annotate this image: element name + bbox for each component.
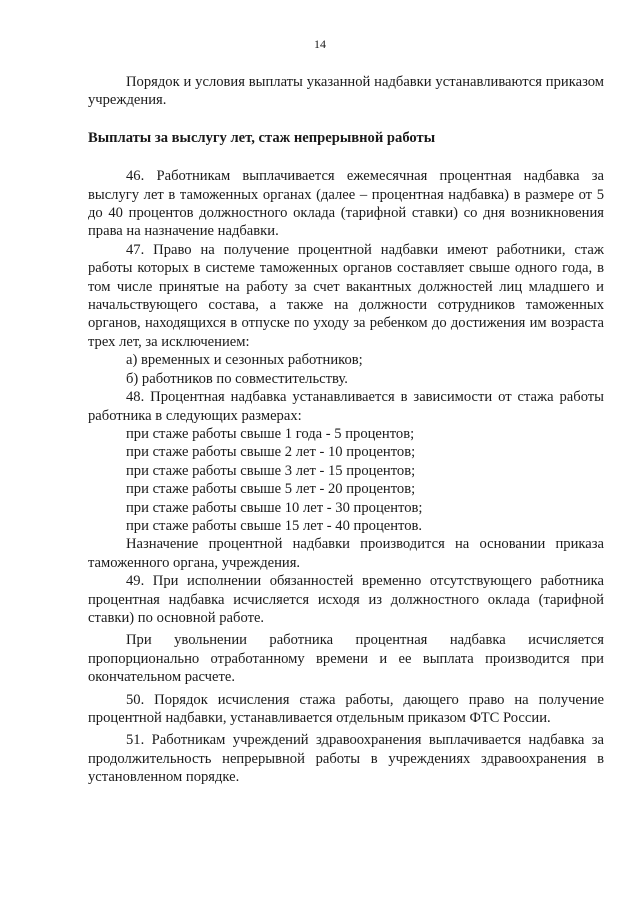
scale-item: при стаже работы свыше 1 года - 5 процентов;	[126, 425, 415, 442]
scale-item: при стаже работы свыше 15 лет - 40 процентов.	[126, 517, 423, 534]
scale-item: при стаже работы свыше 2 лет - 10 процентов;	[126, 444, 416, 461]
document-body	[88, 73, 604, 787]
page-number: 14	[314, 37, 326, 51]
paragraph-46: 46. Работникам выплачивается ежемесячная процентная надбавка за выслугу лет в таможенных органах (далее – процентная надбавка) в размере от 5 до 40 процентов должностного оклада (тарифной ставки) со дня возникновения права на назначение надбавки.	[88, 168, 604, 240]
paragraph-49-note: При увольнении работника процентная надбавка исчисляется пропорционально отработанному времени и ее выплата производится при окончательном расчете.	[88, 632, 604, 686]
paragraph-48-note: Назначение процентной надбавки производится на основании приказа таможенного органа, учреждения.	[88, 536, 604, 571]
paragraph-47-item-a: а) временных и сезонных работников;	[126, 352, 363, 369]
scale-item: при стаже работы свыше 3 лет - 15 процентов;	[126, 462, 416, 479]
paragraph-51: 51. Работникам учреждений здравоохранения выплачивается надбавка за продолжительность непрерывной работы в учреждениях здравоохранения в установленном порядке.	[88, 732, 604, 786]
paragraph-49: 49. При исполнении обязанностей временно отсутствующего работника процентная надбавка исчисляется исходя из должностного оклада (тарифной ставки) по основной работе.	[88, 573, 604, 626]
section-heading: Выплаты за выслугу лет, стаж непрерывной работы	[88, 129, 436, 146]
paragraph-48: 48. Процентная надбавка устанавливается в зависимости от стажа работы работника в следующих размерах:	[88, 389, 604, 424]
intro-paragraph: Порядок и условия выплаты указанной надбавки устанавливаются приказом учреждения.	[88, 74, 604, 109]
paragraph-50: 50. Порядок исчисления стажа работы, дающего право на получение процентной надбавки, устанавливается отдельным приказом ФТС России.	[88, 691, 604, 726]
scale-item: при стаже работы свыше 5 лет - 20 процентов;	[126, 481, 416, 498]
paragraph-47-item-b: б) работников по совместительству.	[126, 370, 348, 387]
paragraph-47: 47. Право на получение процентной надбавки имеют работники, стаж работы которых в системе таможенных органов составляет свыше одного года, в том числе принятые на работу за счет вакантных должностей лиц младшего и начальствующего состава, а также на должности сотрудников таможенных органов, находящихся в отпуске по уходу за ребенком до достижения им возраста трех лет, за исключением:	[88, 241, 604, 350]
scale-item: при стаже работы свыше 10 лет - 30 процентов;	[126, 499, 423, 516]
